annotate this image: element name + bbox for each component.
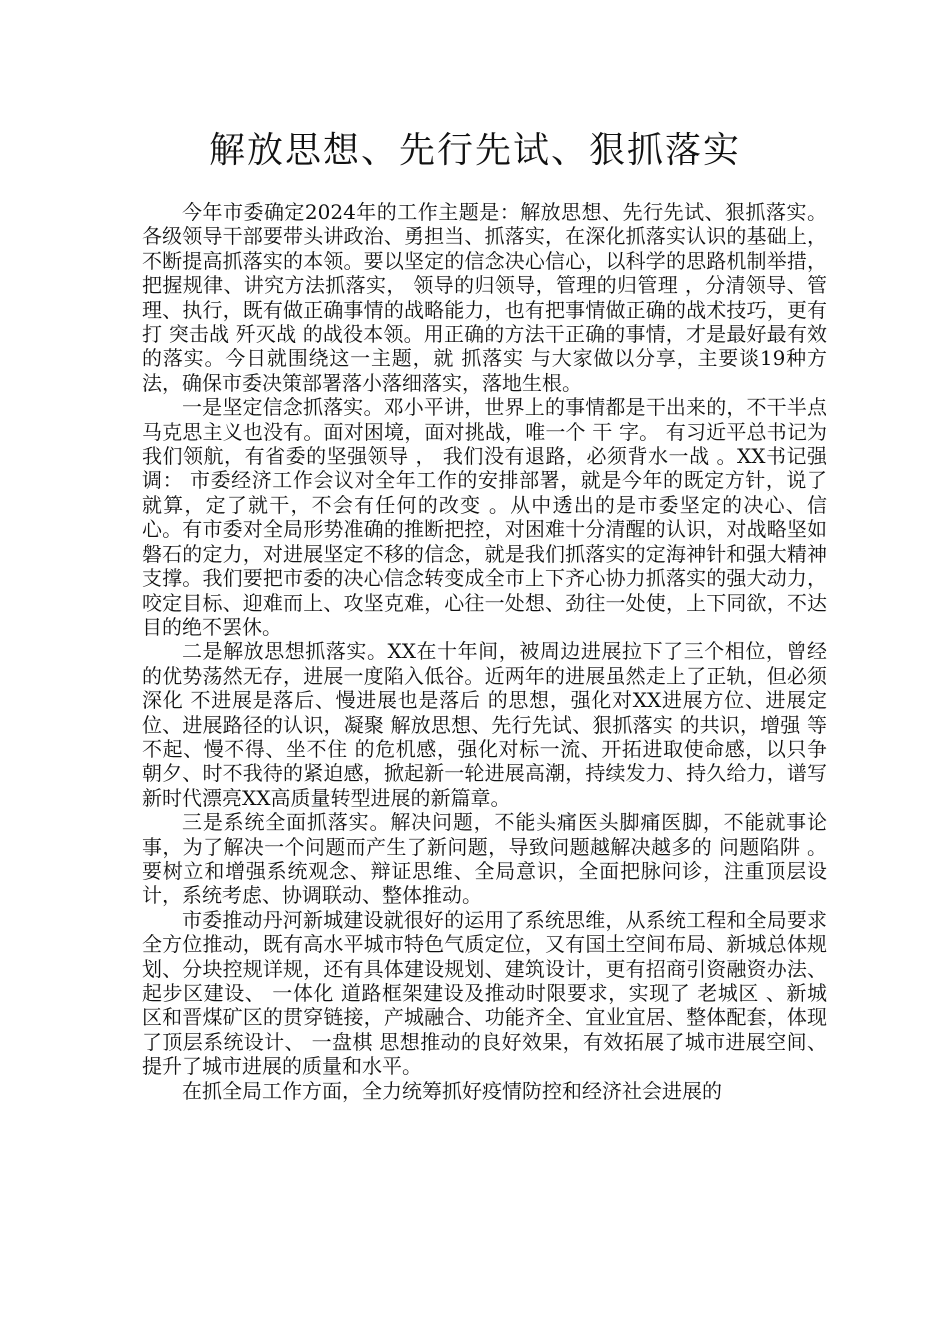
paragraph-point-three: 三是系统全面抓落实。解决问题，不能头痛医头脚痛医脚，不能就事论事，为了解决一个问题而产生了新问题，导致问题越解决越多的 问题陷阱 。要树立和增强系统观念、辩证思维、全局意识，全面把脉问诊，注重顶层设计，系统考虑、协调联动、整体推动。 bbox=[142, 810, 827, 908]
document-body bbox=[142, 200, 827, 1103]
document-title: 解放思想、先行先试、狠抓落实 bbox=[208, 130, 741, 171]
paragraph-overall-work: 在抓全局工作方面，全力统筹抓好疫情防控和经济社会进展的 bbox=[182, 1078, 722, 1103]
paragraph-point-one: 一是坚定信念抓落实。邓小平讲，世界上的事情都是干出来的，不干半点马克思主义也没有。面对困境，面对挑战，唯一个 干 字。 有习近平总书记为我们领航，有省委的坚强领导 ， 我们没有退路，必须背水一战 。XX书记强调： 市委经济工作会议对全年工作的安排部署，就是今年的既定方针，说了就算，定了就干，不会有任何的改变 。从中透出的是市委坚定的决心、信心。有市委对全局形势准确的推断把控，对困难十分清醒的认识，对战略坚如磐石的定力，对进展坚定不移的信念，就是我们抓落实的定海神针和强大精神支撑。我们要把市委的决心信念转变成全市上下齐心协力抓落实的强大动力，咬定目标、迎难而上、攻坚克难，心往一处想、劲往一处使，上下同欲，不达目的绝不罢休。 bbox=[142, 395, 827, 639]
paragraph-danhe-example: 市委推动丹河新城建设就很好的运用了系统思维，从系统工程和全局要求全方位推动，既有高水平城市特色气质定位，又有国土空间布局、新城总体规划、分块控规详规，还有具体建设规划、建筑设计，更有招商引资融资办法、起步区建设、 一体化 道路框架建设及推动时限要求，实现了 老城区 、新城区和晋煤矿区的贯穿链接，产城融合、功能齐全、宜业宜居、整体配套，体现了顶层系统设计、 一盘棋 思想推动的良好效果，有效拓展了城市进展空间、提升了城市进展的质量和水平。 bbox=[142, 907, 827, 1079]
paragraph-intro: 今年市委确定2024年的工作主题是：解放思想、先行先试、狠抓落实。各级领导干部要带头讲政治、勇担当、抓落实，在深化抓落实认识的基础上，不断提高抓落实的本领。要以坚定的信念决心信心，以科学的思路机制举措，把握规律、讲究方法抓落实， 领导的归领导，管理的归管理 ，分清领导、管理、执行，既有做正确事情的战略能力，也有把事情做正确的战术技巧，更有打 突击战 歼灭战 的战役本领。用正确的方法干正确的事情，才是最好最有效的落实。今日就围绕这一主题，就 抓落实 与大家做以分享，主要谈19种方法，确保市委决策部署落小落细落实，落地生根。 bbox=[142, 200, 827, 395]
paragraph-point-two: 二是解放思想抓落实。XX在十年间，被周边进展拉下了三个相位，曾经的优势荡然无存，进展一度陷入低谷。近两年的进展虽然走上了正轨，但必须深化 不进展是落后、慢进展也是落后 的思想，强化对XX进展方位、进展定位、进展路径的认识，凝聚 解放思想、先行先试、狠抓落实 的共识，增强 等不起、慢不得、坐不住 的危机感，强化对标一流、开拓进取使命感，以只争朝夕、时不我待的紧迫感，掀起新一轮进展高潮，持续发力、持久给力，谱写新时代漂亮XX高质量转型进展的新篇章。 bbox=[142, 639, 827, 810]
